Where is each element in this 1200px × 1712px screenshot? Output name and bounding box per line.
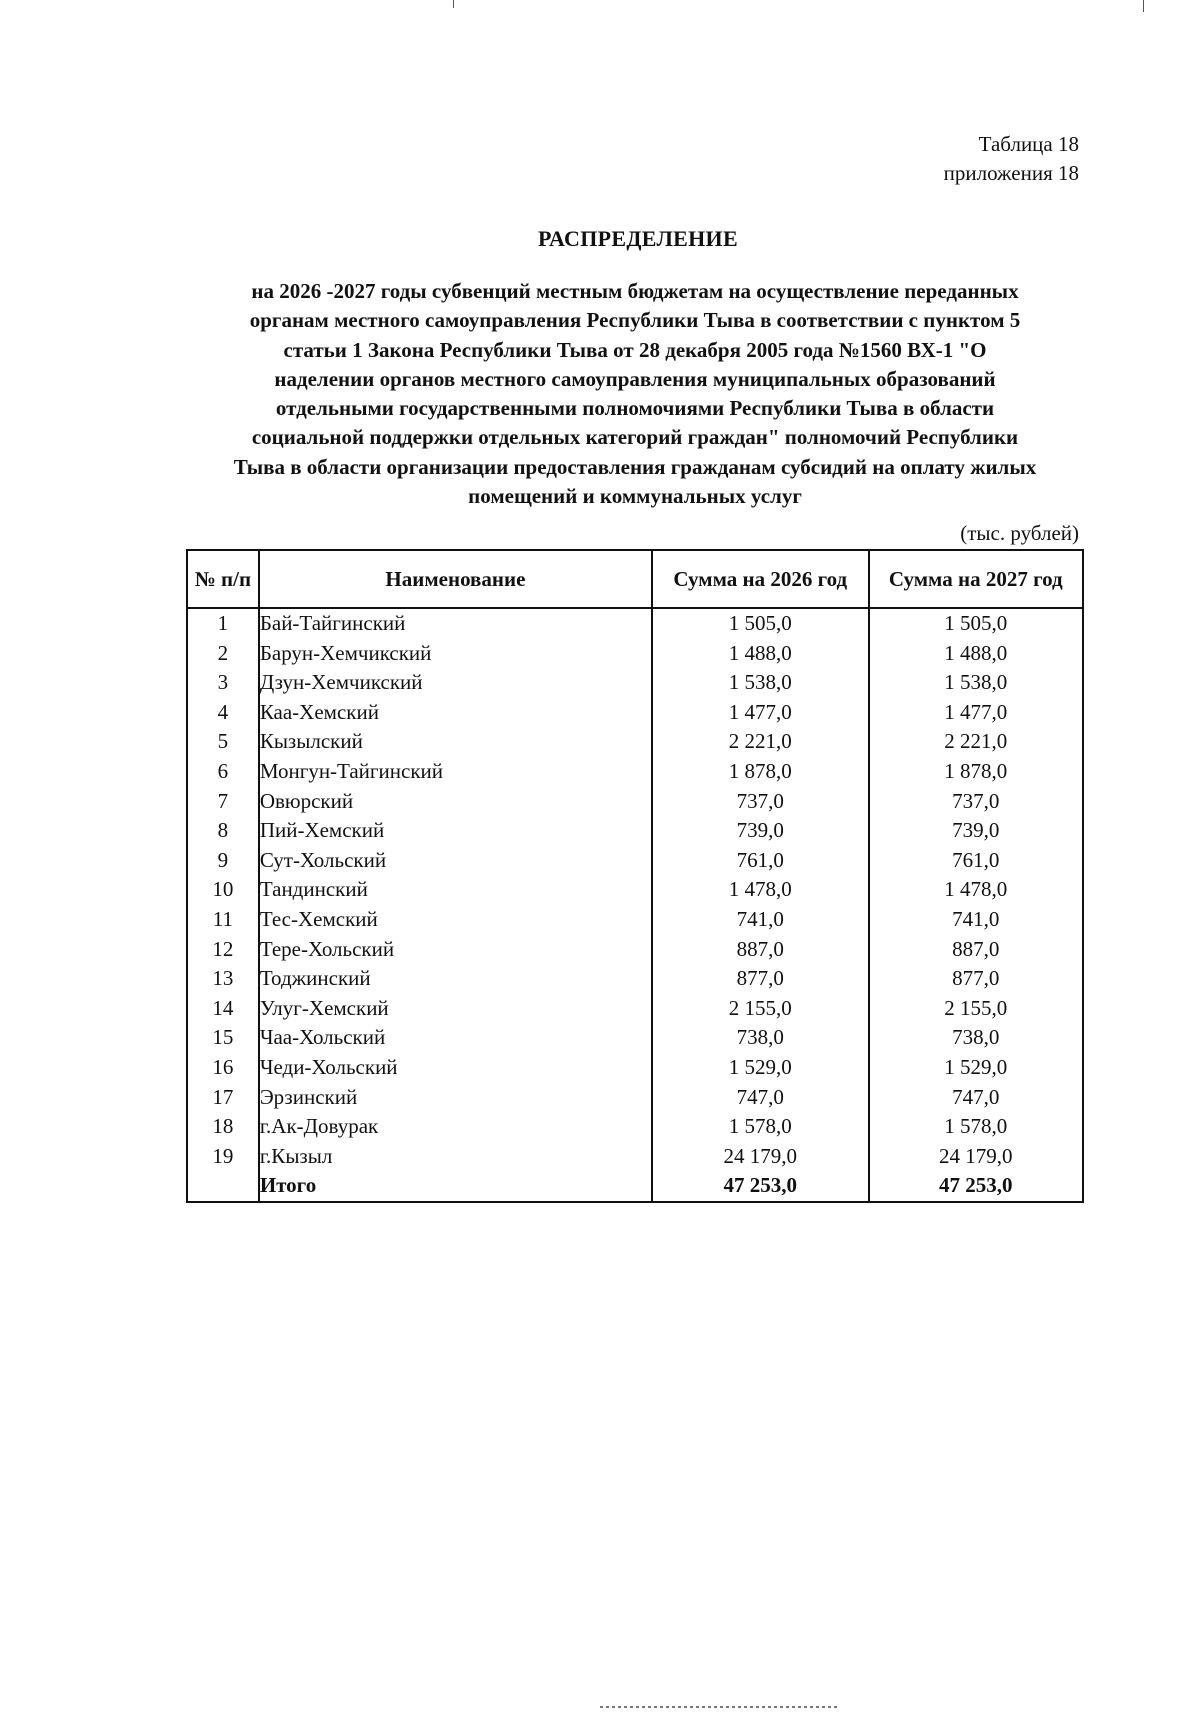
row-number: 7 <box>187 787 259 817</box>
table-row <box>187 727 1083 757</box>
table-row <box>187 816 1083 846</box>
row-sum-2026: 1 878,0 <box>652 757 868 787</box>
row-name: Дзун-Хемчикский <box>259 668 652 698</box>
row-sum-2026: 24 179,0 <box>652 1142 868 1172</box>
table-ref-line: Таблица 18 <box>978 132 1079 156</box>
row-name: Тес-Хемский <box>259 905 652 935</box>
subtitle-line: на 2026 -2027 годы субвенций местным бюджетам на осуществление переданных <box>251 279 1019 303</box>
row-sum-2027: 761,0 <box>869 846 1084 876</box>
header-name: Наименование <box>259 550 652 608</box>
row-sum-2027: 1 578,0 <box>869 1112 1084 1142</box>
row-number: 5 <box>187 727 259 757</box>
row-name: Пий-Хемский <box>259 816 652 846</box>
table-row <box>187 994 1083 1024</box>
row-name: Овюрский <box>259 787 652 817</box>
row-sum-2027: 747,0 <box>869 1083 1084 1113</box>
row-sum-2027: 1 477,0 <box>869 698 1084 728</box>
table-row <box>187 1023 1083 1053</box>
table-row <box>187 1053 1083 1083</box>
row-sum-2027: 741,0 <box>869 905 1084 935</box>
row-sum-2027: 1 505,0 <box>869 608 1084 639</box>
row-name: Монгун-Тайгинский <box>259 757 652 787</box>
row-number: 13 <box>187 964 259 994</box>
row-sum-2027: 887,0 <box>869 935 1084 965</box>
row-number: 2 <box>187 639 259 669</box>
row-sum-2027: 1 488,0 <box>869 639 1084 669</box>
row-sum-2027: 738,0 <box>869 1023 1084 1053</box>
subtitle-line: статьи 1 Закона Республики Тыва от 28 декабря 2005 года №1560 ВХ-1 "О <box>283 337 987 362</box>
table-body <box>187 608 1083 1202</box>
row-number: 9 <box>187 846 259 876</box>
row-number: 11 <box>187 905 259 935</box>
row-number: 19 <box>187 1142 259 1172</box>
subtitle-line: наделении органов местного самоуправления муниципальных образований <box>274 366 996 391</box>
row-sum-2027: 877,0 <box>869 964 1084 994</box>
row-sum-2026: 1 538,0 <box>652 668 868 698</box>
row-sum-2027: 2 221,0 <box>869 727 1084 757</box>
row-sum-2026: 738,0 <box>652 1023 868 1053</box>
row-name: Барун-Хемчикский <box>259 639 652 669</box>
row-sum-2027: 1 529,0 <box>869 1053 1084 1083</box>
row-name: Чаа-Хольский <box>259 1023 652 1053</box>
table-row <box>187 757 1083 787</box>
row-sum-2026: 877,0 <box>652 964 868 994</box>
row-name: Бай-Тайгинский <box>259 608 652 639</box>
row-number: 16 <box>187 1053 259 1083</box>
header-number: № п/п <box>187 550 259 608</box>
row-sum-2026: 1 505,0 <box>652 608 868 639</box>
row-number: 1 <box>187 608 259 639</box>
table-header-row <box>187 550 1083 608</box>
row-sum-2027: 739,0 <box>869 816 1084 846</box>
subtitle-line: Тыва в области организации предоставления гражданам субсидий на оплату жилых <box>233 454 1037 479</box>
row-number: 3 <box>187 668 259 698</box>
row-sum-2026: 747,0 <box>652 1083 868 1113</box>
table-reference <box>944 130 1079 188</box>
row-number <box>187 1171 259 1202</box>
row-sum-2026: 737,0 <box>652 787 868 817</box>
row-sum-2026: 1 478,0 <box>652 875 868 905</box>
units-label: (тыс. рублей) <box>960 521 1079 545</box>
table-row <box>187 846 1083 876</box>
table-row <box>187 608 1083 639</box>
row-name: Тоджинский <box>259 964 652 994</box>
header-sum-2027: Сумма на 2027 год <box>869 550 1084 608</box>
row-sum-2026: 2 155,0 <box>652 994 868 1024</box>
document-title: РАСПРЕДЕЛЕНИЕ <box>538 226 738 251</box>
row-number: 8 <box>187 816 259 846</box>
row-number: 15 <box>187 1023 259 1053</box>
table-row <box>187 639 1083 669</box>
row-number: 4 <box>187 698 259 728</box>
row-sum-2026: 1 578,0 <box>652 1112 868 1142</box>
document-subtitle <box>185 277 1085 511</box>
table-row <box>187 964 1083 994</box>
table-row <box>187 1142 1083 1172</box>
row-sum-2027: 24 179,0 <box>869 1142 1084 1172</box>
row-sum-2026: 1 529,0 <box>652 1053 868 1083</box>
row-number: 14 <box>187 994 259 1024</box>
row-number: 10 <box>187 875 259 905</box>
scan-artifact-line <box>600 1706 840 1708</box>
row-number: 18 <box>187 1112 259 1142</box>
row-name: Улуг-Хемский <box>259 994 652 1024</box>
table-row <box>187 698 1083 728</box>
scan-artifact-mark <box>453 0 454 8</box>
table-row <box>187 668 1083 698</box>
table-row <box>187 935 1083 965</box>
row-number: 6 <box>187 757 259 787</box>
row-name: г.Кызыл <box>259 1142 652 1172</box>
row-sum-2027: 2 155,0 <box>869 994 1084 1024</box>
row-name: Сут-Хольский <box>259 846 652 876</box>
row-sum-2026: 887,0 <box>652 935 868 965</box>
subtitle-line: помещений и коммунальных услуг <box>468 484 802 509</box>
table-row <box>187 787 1083 817</box>
row-sum-2026: 1 488,0 <box>652 639 868 669</box>
row-sum-2026: 741,0 <box>652 905 868 935</box>
row-sum-2026: 739,0 <box>652 816 868 846</box>
row-sum-2027: 1 878,0 <box>869 757 1084 787</box>
row-name: Тере-Хольский <box>259 935 652 965</box>
table-row <box>187 905 1083 935</box>
row-sum-2026: 761,0 <box>652 846 868 876</box>
table-ref-line: приложения 18 <box>943 161 1079 185</box>
row-name: Итого <box>259 1171 652 1202</box>
distribution-table <box>186 549 1084 1203</box>
subtitle-line: органам местного самоуправления Республики Тыва в соответствии с пунктом 5 <box>249 308 1021 333</box>
subtitle-line: социальной поддержки отдельных категорий граждан" полномочий Республики <box>251 425 1019 450</box>
row-sum-2026: 1 477,0 <box>652 698 868 728</box>
row-name: Эрзинский <box>259 1083 652 1113</box>
header-sum-2026: Сумма на 2026 год <box>652 550 868 608</box>
row-sum-2027: 737,0 <box>869 787 1084 817</box>
row-name: Каа-Хемский <box>259 698 652 728</box>
row-name: Кызылский <box>259 727 652 757</box>
row-name: Чеди-Хольский <box>259 1053 652 1083</box>
table-row <box>187 1083 1083 1113</box>
table-row <box>187 1112 1083 1142</box>
subtitle-line: отдельными государственными полномочиями Республики Тыва в области <box>275 396 995 421</box>
row-number: 17 <box>187 1083 259 1113</box>
row-name: г.Ак-Довурак <box>259 1112 652 1142</box>
scan-artifact-mark <box>1143 0 1144 12</box>
row-number: 12 <box>187 935 259 965</box>
row-sum-2027: 47 253,0 <box>869 1171 1084 1202</box>
row-name: Тандинский <box>259 875 652 905</box>
row-sum-2027: 1 538,0 <box>869 668 1084 698</box>
table-row <box>187 875 1083 905</box>
row-sum-2027: 1 478,0 <box>869 875 1084 905</box>
row-sum-2026: 2 221,0 <box>652 727 868 757</box>
row-sum-2026: 47 253,0 <box>652 1171 868 1202</box>
table-total-row <box>187 1171 1083 1202</box>
